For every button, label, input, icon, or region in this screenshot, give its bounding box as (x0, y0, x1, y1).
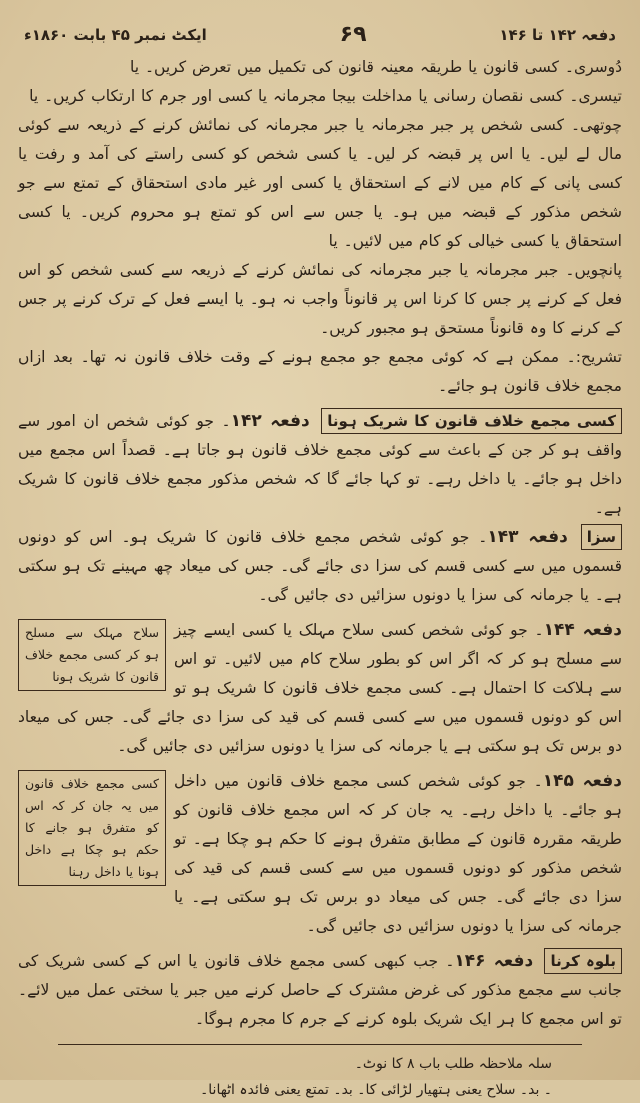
footnote-divider (58, 1044, 582, 1045)
section-146-side-note: بلوہ کرنا (544, 948, 622, 974)
section-143-label: دفعہ ۱۴۳ (487, 527, 568, 547)
clause-fifth: پانچویں۔ جبر مجرمانہ یا جبر مجرمانہ کی نمائش کرنے کے ذریعہ سے کسی شخص کو اس فعل کے کرنے پر جس کا کرنا اس پر قانوناً واجب نہ ہو۔ یا ایسے فعل کے ترک کرنے پر جس کے کرنے کا وہ قانوناً مستحق ہو مجبور کریں۔ (18, 261, 622, 337)
section-143 (18, 523, 622, 610)
section-143-text: ۔ جو کوئی شخص مجمع خلاف قانون کا شریک ہو۔ اس کو دونوں قسموں میں سے کسی قسم کی سزا دی جائے گی۔ جس کی میعاد چھ مہینے تک ہو سکتی ہے۔ یا جرمانہ کی سزا یا دونوں سزائیں دی جائیں گی۔ (18, 528, 622, 604)
clause-second: دُوسری۔ کسی قانون یا طریقہ معینہ قانون کی تکمیل میں تعرض کریں۔ یا (129, 58, 622, 76)
section-144-text: ۔ جو کوئی شخص کسی سلاح مہلک یا کسی ایسے چیز سے مسلح ہو کر کہ اگر اس کو بطور سلاح کام میں لائیں۔ تو اس سے ہلاکت کا احتمال ہے۔ کسی مجمع خلاف قانون کا شریک ہو تو اس کو دونوں قسموں میں سے کسی قسم کی قید کی سزا دی جائے گی۔ جس کی میعاد دو برس تک ہو سکتی ہے یا جرمانہ کی سزا یا دونوں سزائیں دی جائیں گی۔ (18, 621, 622, 755)
footnotes (18, 1051, 622, 1103)
section-146-label: دفعہ ۱۴۶ (454, 951, 534, 971)
explanation-paragraph: تشریح:۔ ممکن ہے کہ کوئی مجمع جو مجمع ہونے کے وقت خلاف قانون نہ تھا۔ بعد ازاں مجمع خلاف قانون ہو جائے۔ (18, 348, 622, 395)
section-145-label: دفعہ ۱۴۵ (542, 771, 622, 791)
page-number: ۶۹ (339, 22, 367, 47)
section-142 (18, 407, 622, 523)
page-header (18, 22, 622, 53)
clause-third: تیسری۔ کسی نقصان رسانی یا مداخلت بیجا مجرمانہ یا کسی اور جرم کا ارتکاب کریں۔ یا (29, 87, 622, 105)
footnote-2: ۔ بد۔ سلاح یعنی ہتھیار لڑائی کا۔ بد۔ تمتع یعنی فائدہ اٹھانا۔ (200, 1082, 552, 1098)
section-144 (18, 616, 622, 761)
section-142-label: دفعہ ۱۴۲ (230, 411, 310, 431)
footnote-1: سلہ ملاحظہ طلب باب ۸ کا نوٹ۔ (354, 1056, 552, 1072)
section-144-label: دفعہ ۱۴۴ (543, 620, 622, 640)
header-act-title: ایکٹ نمبر ۴۵ بابت ۱۸۶۰ء (24, 25, 207, 44)
section-142-side-note: کسی مجمع خلاف قانون کا شریک ہونا (321, 408, 622, 434)
section-142-text: ۔ جو کوئی شخص ان امور سے واقف ہو کر جن کے باعث سے کوئی مجمع خلاف قانون ہو جاتا ہے۔ قصداً اس مجمع میں داخل ہو جائے۔ یا داخل رہے۔ تو کہا جائے گا کہ شخص مذکور مجمع خلاف قانون کا شریک ہے۔ (18, 412, 622, 517)
document-body (18, 53, 622, 1034)
section-145-side-note: کسی مجمع خلاف قانون میں یہ جان کر کہ اس کو متفرق ہو جانے کا حکم ہو چکا ہے داخل ہونا یا داخل رہنا (18, 770, 166, 886)
section-146 (18, 947, 622, 1034)
clause-fourth: چوتھی۔ کسی شخص پر جبر مجرمانہ یا جبر مجرمانہ کی نمائش کرنے کے ذریعہ سے کوئی مال لے لیں۔ یا اس پر قبضہ کر لیں۔ یا کسی شخص کو کسی راستے کی آمد و رفت یا کسی پانی کے کام میں لانے کے استحقاق یا کسی اور غیر مادی استحقاق کے تمتع سے جو شخص مذکور کے قبضہ میں ہو۔ یا جس سے اس کو تمتع ہو محروم کریں۔ یا کسی استحقاق یا کسی خیالی کو کام میں لائیں۔ یا (18, 116, 622, 250)
section-146-text: ۔ جب کبھی کسی مجمع خلاف قانون یا اس کے کسی شریک کی جانب سے مجمع مذکور کی غرض مشترک کے حاصل کرنے میں جبر یا سختی عمل میں لائے۔ تو اس مجمع کا ہر ایک شریک بلوہ کرنے کے جرم کا مجرم ہوگا۔ (18, 952, 622, 1028)
section-145-text: ۔ جو کوئی شخص کسی مجمع خلاف قانون میں داخل ہو جائے۔ یا داخل رہے۔ یہ جان کر کہ اس مجمع خلاف قانون کو طریقہ مقررہ قانون کے مطابق متفرق ہونے کا حکم ہو چکا ہے۔ تو شخص مذکور کو دونوں قسموں میں سے کسی قسم کی قید کی سزا دی جائے گی۔ جس کی میعاد دو برس تک ہو سکتی ہے۔ یا جرمانہ کی سزا یا دونوں سزائیں دی جائیں گی۔ (174, 772, 622, 935)
section-144-side-note: سلاح مہلک سے مسلح ہو کر کسی مجمع خلاف قانون کا شریک ہونا (18, 619, 166, 691)
section-143-side-note: سزا (581, 524, 622, 550)
section-145 (18, 767, 622, 941)
header-section-range: دفعہ ۱۴۲ تا ۱۴۶ (499, 25, 616, 44)
